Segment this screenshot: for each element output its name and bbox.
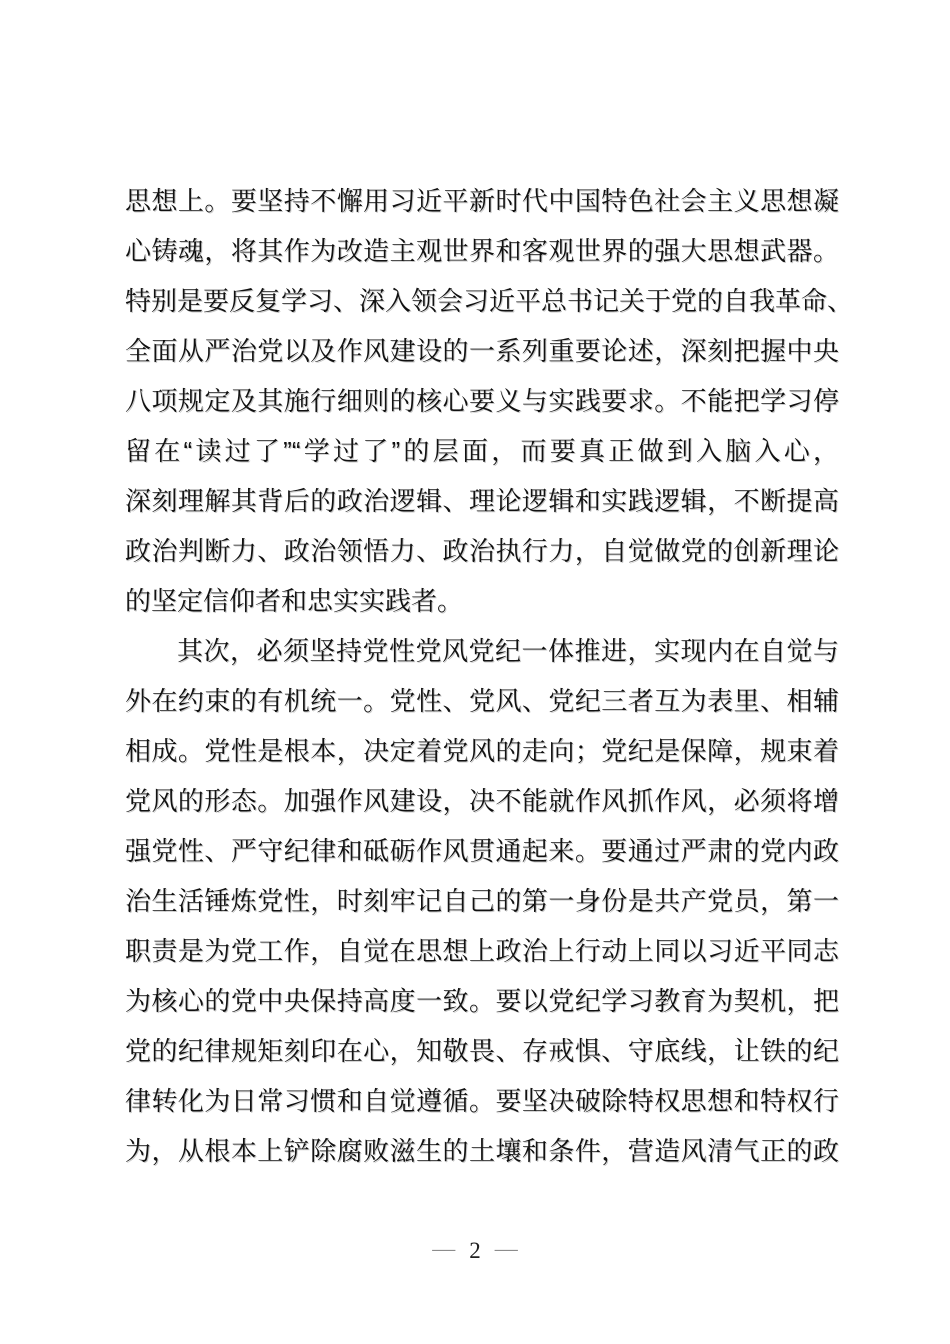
footer-dash-right: — [494, 1236, 518, 1261]
text-line: 心铸魂，将其作为改造主观世界和客观世界的强大思想武器。 [125, 236, 839, 266]
page-footer [0, 1236, 950, 1268]
text-line: 外在约束的有机统一。党性、党风、党纪三者互为表里、相辅 [125, 686, 839, 716]
text-line: 全面从严治党以及作风建设的一系列重要论述，深刻把握中央 [125, 336, 839, 366]
document-body [125, 176, 854, 1176]
text-line: 留在“读过了”“学过了”的层面，而要真正做到入脑入心， [125, 436, 839, 466]
text-line: 职责是为党工作，自觉在思想上政治上行动上同以习近平同志 [125, 936, 839, 966]
text-line: 为，从根本上铲除腐败滋生的土壤和条件，营造风清气正的政 [125, 1136, 839, 1166]
text-line: 八项规定及其施行细则的核心要义与实践要求。不能把学习停 [125, 386, 839, 416]
text-line: 思想上。要坚持不懈用习近平新时代中国特色社会主义思想凝 [125, 186, 839, 216]
text-line: 为核心的党中央保持高度一致。要以党纪学习教育为契机，把 [125, 986, 839, 1016]
text-line: 治生活锤炼党性，时刻牢记自己的第一身份是共产党员，第一 [125, 886, 839, 916]
paragraph [125, 176, 854, 626]
text-line: 深刻理解其背后的政治逻辑、理论逻辑和实践逻辑，不断提高 [125, 486, 839, 516]
text-line: 党风的形态。加强作风建设，决不能就作风抓作风，必须将增 [125, 786, 839, 816]
text-line: 相成。党性是根本，决定着党风的走向；党纪是保障，规束着 [125, 736, 839, 766]
text-line: 特别是要反复学习、深入领会习近平总书记关于党的自我革命、 [125, 286, 854, 316]
text-line: 政治判断力、政治领悟力、政治执行力，自觉做党的创新理论 [125, 536, 839, 566]
text-line: 其次，必须坚持党性党风党纪一体推进，实现内在自觉与 [177, 636, 839, 666]
paragraph [125, 626, 839, 1176]
text-line: 的坚定信仰者和忠实实践者。 [125, 586, 464, 616]
footer-dash-left: — [432, 1236, 456, 1261]
page-number: 2 [469, 1238, 481, 1263]
text-line: 强党性、严守纪律和砥砺作风贯通起来。要通过严肃的党内政 [125, 836, 839, 866]
text-line: 党的纪律规矩刻印在心，知敬畏、存戒惧、守底线，让铁的纪 [125, 1036, 839, 1066]
text-line: 律转化为日常习惯和自觉遵循。要坚决破除特权思想和特权行 [125, 1086, 839, 1116]
